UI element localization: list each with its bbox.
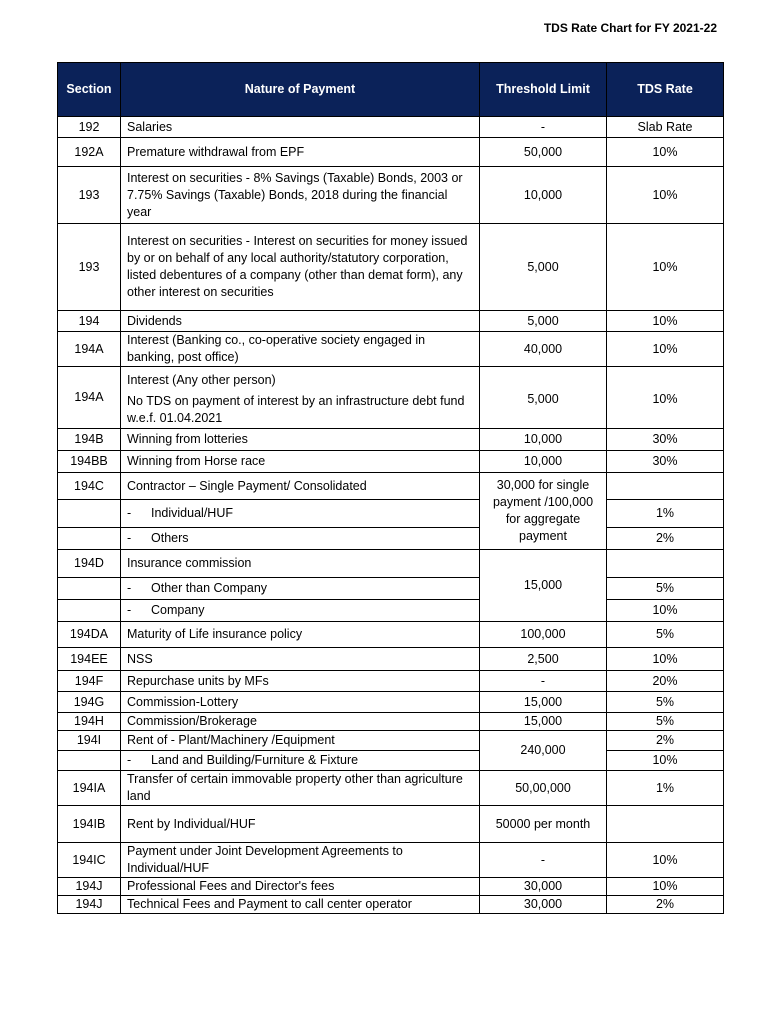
section-cell: 194C <box>58 473 121 500</box>
nature-cell: Winning from Horse race <box>121 451 480 473</box>
section-cell: 194B <box>58 429 121 451</box>
rate-cell: 2% <box>607 528 724 550</box>
threshold-cell: 50,00,000 <box>480 771 607 806</box>
nature-cell: Technical Fees and Payment to call center operator <box>121 896 480 914</box>
table-row <box>58 500 724 528</box>
dash-marker: - <box>127 753 132 767</box>
table-row <box>58 806 724 843</box>
threshold-text: 5,000 <box>527 391 559 406</box>
table-row <box>58 224 724 311</box>
nature-cell: Repurchase units by MFs <box>121 671 480 692</box>
nature-text: Individual/HUF <box>151 506 233 520</box>
section-cell: 194A <box>58 332 121 367</box>
section-cell <box>58 528 121 550</box>
nature-cell <box>121 578 480 600</box>
rate-cell: 1% <box>607 771 724 806</box>
table-row <box>58 167 724 224</box>
nature-cell <box>121 528 480 550</box>
dash-marker: - <box>127 581 132 595</box>
threshold-cell: 5,000 <box>480 311 607 332</box>
rate-cell: 2% <box>607 731 724 751</box>
rate-cell: 10% <box>607 224 724 311</box>
nature-cell: NSS <box>121 648 480 671</box>
table-row <box>58 731 724 751</box>
nature-cell: Commission/Brokerage <box>121 713 480 731</box>
section-cell: 194J <box>58 896 121 914</box>
nature-cell: Professional Fees and Director's fees <box>121 878 480 896</box>
header-rate: TDS Rate <box>607 63 724 117</box>
rate-cell: 10% <box>607 843 724 878</box>
rate-cell: 5% <box>607 578 724 600</box>
nature-text: Others <box>151 531 189 545</box>
rate-cell <box>607 550 724 578</box>
rate-cell: 5% <box>607 692 724 713</box>
nature-cell: Interest on securities - Interest on securities for money issued by or on behalf of any local authority/statutory corporation, listed debentures of a company (other than demat form), any other interest on securities <box>121 224 480 311</box>
table-row <box>58 648 724 671</box>
table-row <box>58 751 724 771</box>
nature-text: Company <box>151 603 205 617</box>
rate-cell: 5% <box>607 622 724 648</box>
threshold-cell: 30,000 <box>480 896 607 914</box>
nature-cell: Dividends <box>121 311 480 332</box>
tds-rate-table <box>57 62 724 914</box>
rate-cell: 30% <box>607 451 724 473</box>
table-row <box>58 451 724 473</box>
table-row <box>58 429 724 451</box>
threshold-cell: 10,000 <box>480 451 607 473</box>
dash-marker: - <box>127 506 132 520</box>
table-row <box>58 878 724 896</box>
nature-cell: Commission-Lottery <box>121 692 480 713</box>
section-cell <box>58 600 121 622</box>
nature-cell: Contractor – Single Payment/ Consolidated <box>121 473 480 500</box>
threshold-cell: 2,500 <box>480 648 607 671</box>
table-row <box>58 550 724 578</box>
table-row <box>58 117 724 138</box>
threshold-cell: 40,000 <box>480 332 607 367</box>
table-row <box>58 896 724 914</box>
table-row <box>58 622 724 648</box>
table-row <box>58 692 724 713</box>
section-cell: 194IA <box>58 771 121 806</box>
rate-cell: 10% <box>607 332 724 367</box>
rate-cell: 10% <box>607 648 724 671</box>
rate-cell: 10% <box>607 878 724 896</box>
threshold-cell: 30,000 <box>480 878 607 896</box>
nature-note: No TDS on payment of interest by an infrastructure debt fund w.e.f. 01.04.2021 <box>127 393 465 425</box>
table-row <box>58 713 724 731</box>
threshold-cell: 30,000 for single payment /100,000 for aggregate payment <box>480 473 607 550</box>
rate-cell: 30% <box>607 429 724 451</box>
section-cell <box>58 500 121 528</box>
table-row <box>58 528 724 550</box>
nature-cell <box>121 600 480 622</box>
nature-cell: Payment under Joint Development Agreements to Individual/HUF <box>121 843 480 878</box>
section-cell: 193 <box>58 224 121 311</box>
nature-cell: Maturity of Life insurance policy <box>121 622 480 648</box>
header-section: Section <box>58 63 121 117</box>
nature-text: Land and Building/Furniture & Fixture <box>151 753 359 767</box>
table-row <box>58 138 724 167</box>
threshold-cell: 15,000 <box>480 713 607 731</box>
threshold-cell: 10,000 <box>480 429 607 451</box>
nature-cell: Salaries <box>121 117 480 138</box>
threshold-cell: 10,000 <box>480 167 607 224</box>
nature-cell: Rent by Individual/HUF <box>121 806 480 843</box>
threshold-cell: 15,000 <box>480 550 607 622</box>
table-row <box>58 771 724 806</box>
section-cell <box>58 751 121 771</box>
nature-cell <box>121 367 480 429</box>
header-row <box>58 63 724 117</box>
table-row <box>58 473 724 500</box>
nature-cell: Premature withdrawal from EPF <box>121 138 480 167</box>
table-row <box>58 600 724 622</box>
threshold-cell: 240,000 <box>480 731 607 771</box>
section-cell: 192 <box>58 117 121 138</box>
section-cell: 194IB <box>58 806 121 843</box>
threshold-cell: 5,000 <box>480 224 607 311</box>
rate-cell: 10% <box>607 600 724 622</box>
rate-text: 10% <box>652 391 678 406</box>
rate-cell: 10% <box>607 167 724 224</box>
table-row <box>58 332 724 367</box>
header-nature: Nature of Payment <box>121 63 480 117</box>
threshold-cell: 50000 per month <box>480 806 607 843</box>
threshold-cell: - <box>480 671 607 692</box>
section-cell: 194EE <box>58 648 121 671</box>
header-threshold: Threshold Limit <box>480 63 607 117</box>
section-cell: 194DA <box>58 622 121 648</box>
rate-cell <box>607 367 724 429</box>
rate-cell: 5% <box>607 713 724 731</box>
nature-cell: Rent of - Plant/Machinery /Equipment <box>121 731 480 751</box>
nature-cell <box>121 500 480 528</box>
rate-cell <box>607 806 724 843</box>
threshold-cell: 15,000 <box>480 692 607 713</box>
table-row <box>58 671 724 692</box>
rate-cell: 10% <box>607 138 724 167</box>
section-cell: 193 <box>58 167 121 224</box>
section-cell: 194I <box>58 731 121 751</box>
nature-text: Interest (Any other person) <box>127 372 276 387</box>
document-title: TDS Rate Chart for FY 2021-22 <box>543 21 717 35</box>
section-cell: 194IC <box>58 843 121 878</box>
rate-cell: 2% <box>607 896 724 914</box>
rate-cell: 1% <box>607 500 724 528</box>
rate-cell: 10% <box>607 311 724 332</box>
nature-text: Other than Company <box>151 581 268 595</box>
threshold-cell: - <box>480 117 607 138</box>
section-cell: 194 <box>58 311 121 332</box>
section-cell: 194J <box>58 878 121 896</box>
dash-marker: - <box>127 603 132 617</box>
threshold-cell: 100,000 <box>480 622 607 648</box>
rate-cell: Slab Rate <box>607 117 724 138</box>
section-cell: 194D <box>58 550 121 578</box>
threshold-cell: - <box>480 843 607 878</box>
section-cell: 194F <box>58 671 121 692</box>
threshold-cell: 50,000 <box>480 138 607 167</box>
table-row <box>58 367 724 429</box>
section-cell: 192A <box>58 138 121 167</box>
dash-marker: - <box>127 531 132 545</box>
nature-cell: Winning from lotteries <box>121 429 480 451</box>
section-cell: 194A <box>58 367 121 429</box>
section-cell: 194G <box>58 692 121 713</box>
rate-cell <box>607 473 724 500</box>
nature-cell: Insurance commission <box>121 550 480 578</box>
rate-cell: 10% <box>607 751 724 771</box>
nature-cell: Interest on securities - 8% Savings (Taxable) Bonds, 2003 or 7.75% Savings (Taxable) Bonds, 2018 during the financial year <box>121 167 480 224</box>
table-row <box>58 843 724 878</box>
section-cell: 194H <box>58 713 121 731</box>
threshold-cell <box>480 367 607 429</box>
nature-cell: Interest (Banking co., co-operative society engaged in banking, post office) <box>121 332 480 367</box>
section-cell: 194BB <box>58 451 121 473</box>
nature-cell <box>121 751 480 771</box>
rate-cell: 20% <box>607 671 724 692</box>
section-cell <box>58 578 121 600</box>
table-row <box>58 578 724 600</box>
table-row <box>58 311 724 332</box>
nature-cell: Transfer of certain immovable property other than agriculture land <box>121 771 480 806</box>
